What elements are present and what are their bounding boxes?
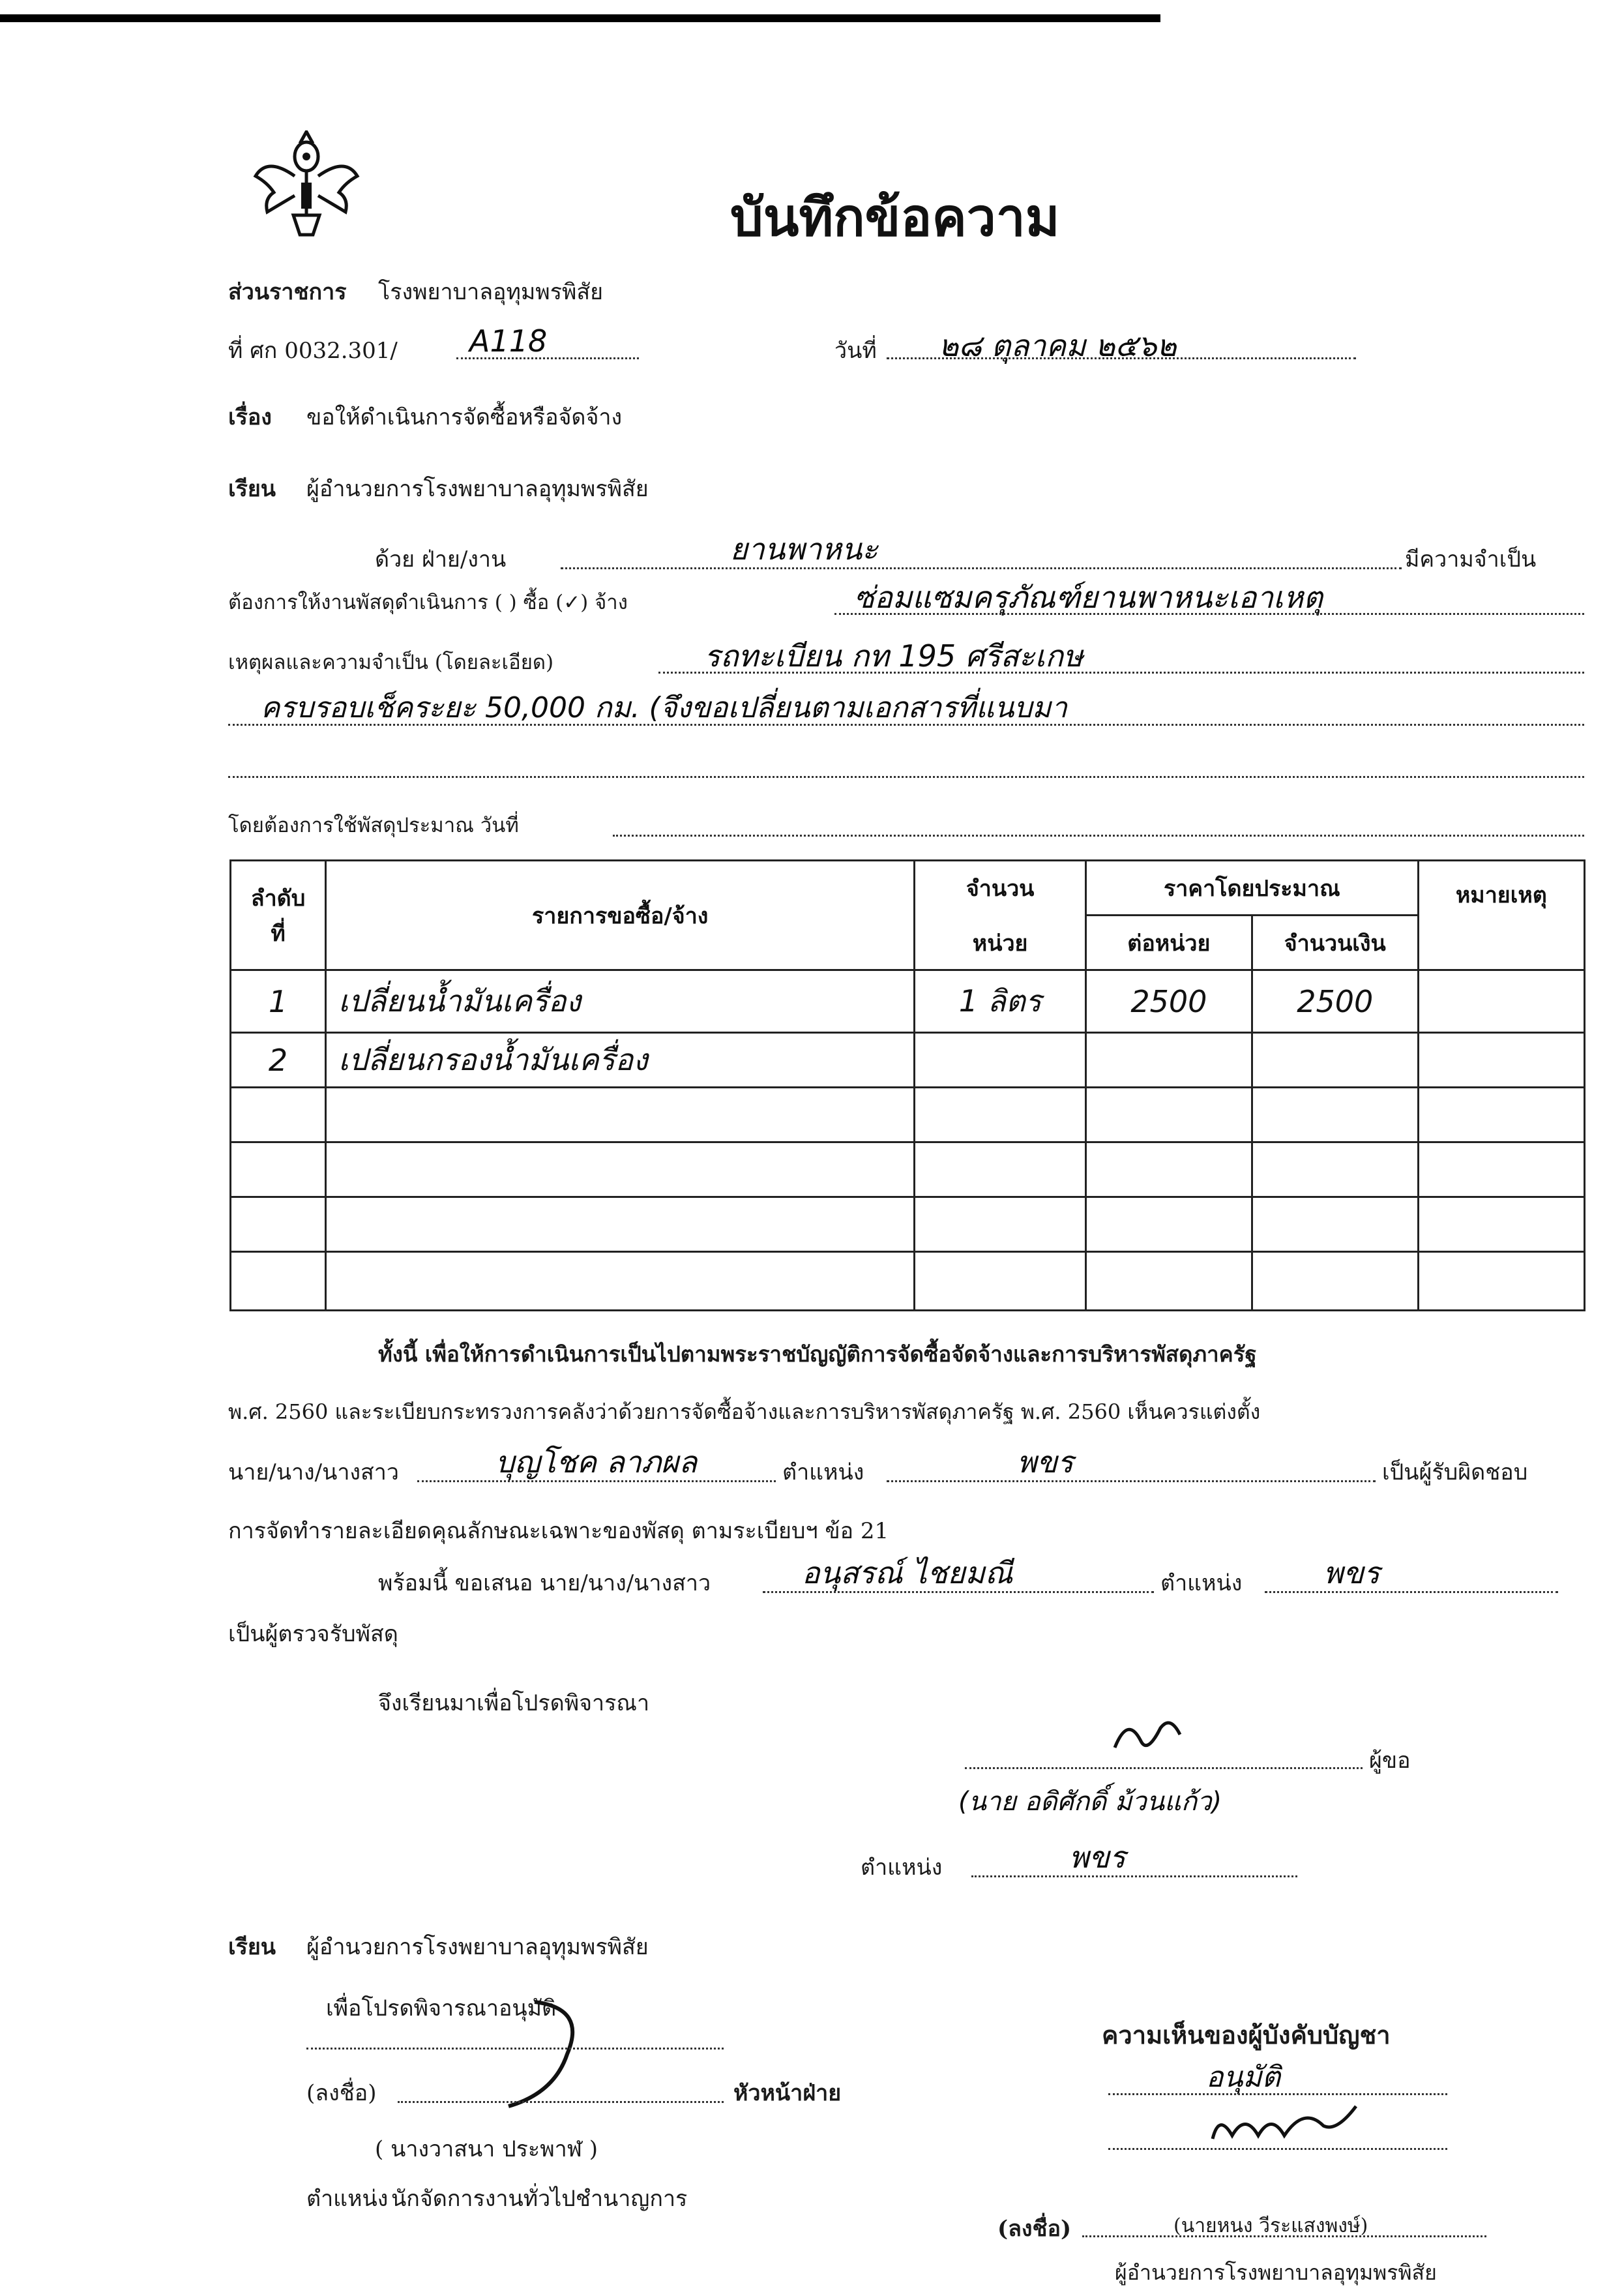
supervisor-sign-line-1	[1108, 2148, 1447, 2150]
table-row	[231, 1033, 1585, 1088]
row-item: เปลี่ยนกรองน้ำมันเครื่อง	[326, 1033, 915, 1088]
para1-line2: พ.ศ. 2560 และระเบียบกระทรวงการคลังว่าด้วยการจัดซื้อจ้างและการบริหารพัสดุภาครัฐ พ.ศ. 2560 เห็นควรแต่งตั้ง	[228, 1399, 1261, 1424]
to-label: เรียน	[228, 476, 276, 502]
propose-position: พขร	[1323, 1555, 1380, 1590]
appoint-name: บุญโชค ลาภผล	[495, 1444, 698, 1480]
col-no-header-line1: ลำดับ	[250, 885, 306, 912]
row-remark	[1418, 970, 1584, 1033]
requester-position-line	[971, 1875, 1297, 1877]
doc-no-value: A118	[469, 323, 548, 359]
row-amount	[1252, 1033, 1418, 1088]
col-no-header-line2: ที่	[271, 920, 286, 947]
propose-name-line	[763, 1591, 1154, 1593]
appoint-name-line	[417, 1480, 776, 1482]
need-value: ซ่อมแซมครุภัณฑ์ยานพาหนะเอาเหตุ	[854, 580, 1323, 615]
head-position-label: ตำแหน่ง	[306, 2186, 389, 2212]
supervisor-title: ผู้อำนวยการโรงพยาบาลอุทุมพรพิสัย	[1115, 2260, 1437, 2285]
subject-value: ขอให้ดำเนินการจัดซื้อหรือจัดจ้าง	[306, 404, 623, 430]
approval-blank-line	[306, 2048, 724, 2050]
requester-name: (นาย อดิศักดิ์ ม้วนแก้ว)	[958, 1787, 1222, 1817]
date-line	[887, 357, 1356, 359]
col-qty-header	[915, 861, 1086, 970]
col-no-header	[231, 861, 326, 970]
date-value: ๒๘ ตุลาคม ๒๕๖๒	[939, 328, 1177, 363]
row-qty: 1 ลิตร	[915, 970, 1086, 1033]
approval-to-label: เรียน	[228, 1934, 276, 1960]
table-row	[231, 1197, 1585, 1252]
necessity-suffix: มีความจำเป็น	[1405, 546, 1537, 573]
table-row	[231, 1088, 1585, 1142]
requester-sign-line	[965, 1767, 1363, 1769]
col-per-unit-header: ต่อหน่วย	[1085, 916, 1252, 970]
col-qty-header-line1: จำนวน	[966, 875, 1035, 902]
table-row	[231, 1252, 1585, 1311]
col-remark-header: หมายเหตุ	[1418, 861, 1584, 970]
need-line	[834, 613, 1584, 615]
table-row	[231, 970, 1585, 1033]
requester-position-label: ตำแหน่ง	[861, 1855, 943, 1881]
para1-line1: ทั้งนี้ เพื่อให้การดำเนินการเป็นไปตามพระราชบัญญัติการจัดซื้อจัดจ้างและการบริหารพัสดุภาครัฐ	[378, 1341, 1257, 1367]
appoint-prefix: นาย/นาง/นางสาว	[228, 1459, 399, 1485]
supervisor-sign-line-2	[1082, 2235, 1486, 2237]
appoint-position-line	[887, 1480, 1376, 1482]
appoint-position-label: ตำแหน่ง	[782, 1459, 864, 1485]
items-table	[229, 859, 1585, 1311]
spec-line: การจัดทำรายละเอียดคุณลักษณะเฉพาะของพัสดุ ตามระเบียบฯ ข้อ 21	[228, 1518, 889, 1544]
requester-role: ผู้ขอ	[1369, 1748, 1411, 1774]
head-name: ( นางวาสนา ประพาฬ )	[375, 2136, 598, 2162]
propose-position-line	[1265, 1591, 1558, 1593]
head-role: หัวหน้าฝ่าย	[733, 2080, 842, 2106]
date-needed-line	[613, 835, 1584, 837]
reason-line-1	[658, 672, 1584, 674]
closing-line: จึงเรียนมาเพื่อโปรดพิจารณา	[378, 1690, 650, 1716]
approval-sign-label: (ลงชื่อ)	[306, 2080, 377, 2106]
supervisor-heading: ความเห็นของผู้บังคับบัญชา	[1102, 2020, 1391, 2050]
propose-name: อนุสรณ์ ไชยมณี	[802, 1555, 1013, 1590]
reason-line-3	[228, 776, 1584, 778]
row-qty	[915, 1033, 1086, 1088]
col-item-header: รายการขอซื้อ/จ้าง	[326, 861, 915, 970]
row-remark	[1418, 1033, 1584, 1088]
approval-to: ผู้อำนวยการโรงพยาบาลอุทุมพรพิสัย	[306, 1934, 649, 1960]
reason-value-2: ครบรอบเช็คระยะ 50,000 กม. (จึงขอเปลี่ยนตามเอกสารที่แนบมา	[261, 691, 1067, 724]
reason-prefix: เหตุผลและความจำเป็น (โดยละเอียด)	[228, 651, 554, 674]
appoint-position: พขร	[1017, 1444, 1074, 1480]
garuda-emblem-icon	[248, 130, 365, 241]
reason-line-2	[228, 724, 1584, 726]
row-no: 2	[231, 1033, 326, 1088]
supervisor-opinion: อนุมัติ	[1206, 2061, 1281, 2094]
supervisor-sign-label: (ลงชื่อ)	[997, 2216, 1072, 2242]
to-value: ผู้อำนวยการโรงพยาบาลอุทุมพรพิสัย	[306, 476, 649, 502]
approval-sign-line	[398, 2101, 724, 2103]
dept-value: ยานพาหนะ	[730, 531, 878, 567]
approval-purpose: เพื่อโปรดพิจารณาอนุมัติ	[326, 1995, 557, 2021]
supervisor-name: (นายหนง วีระแสงพงษ์)	[1173, 2214, 1368, 2237]
row-unit-price: 2500	[1085, 970, 1252, 1033]
date-label: วันที่	[834, 338, 877, 364]
row-no: 1	[231, 970, 326, 1033]
row-amount: 2500	[1252, 970, 1418, 1033]
row-unit-price	[1085, 1033, 1252, 1088]
dept-prefix: ด้วย ฝ่าย/งาน	[375, 546, 507, 573]
row-item: เปลี่ยนน้ำมันเครื่อง	[326, 970, 915, 1033]
scan-edge	[0, 14, 1160, 22]
doc-no-line	[456, 357, 639, 359]
table-row	[231, 1142, 1585, 1197]
propose-prefix: พร้อมนี้ ขอเสนอ นาย/นาง/นางสาว	[378, 1570, 711, 1596]
propose-position-label: ตำแหน่ง	[1160, 1570, 1243, 1596]
department-label: ส่วนราชการ	[228, 279, 347, 305]
department-value: โรงพยาบาลอุทุมพรพิสัย	[378, 279, 604, 305]
subject-label: เรื่อง	[228, 404, 272, 430]
supervisor-opinion-line	[1108, 2093, 1447, 2095]
col-amount-header: จำนวนเงิน	[1252, 916, 1418, 970]
requester-signature-icon	[1108, 1708, 1187, 1761]
reason-value-1: รถทะเบียน กท 195 ศรีสะเกษ	[704, 638, 1084, 674]
appoint-suffix: เป็นผู้รับผิดชอบ	[1382, 1459, 1528, 1485]
requester-position: พขร	[1069, 1840, 1126, 1875]
col-price-header: ราคาโดยประมาณ	[1085, 861, 1418, 916]
dept-line	[561, 567, 1402, 569]
col-qty-header-line2: หน่วย	[972, 930, 1028, 957]
inspector-line: เป็นผู้ตรวจรับพัสดุ	[228, 1621, 398, 1647]
date-needed-label: โดยต้องการใช้พัสดุประมาณ วันที่	[228, 814, 519, 837]
need-prefix: ต้องการให้งานพัสดุดำเนินการ ( ) ซื้อ (✓) จ้าง	[228, 591, 628, 614]
head-position: นักจัดการงานทั่วไปชำนาญการ	[391, 2186, 688, 2212]
doc-no-label: ที่ ศก 0032.301/	[228, 338, 398, 364]
page-title: บันทึกข้อความ	[730, 186, 1060, 248]
supervisor-signature-icon	[1206, 2100, 1363, 2152]
